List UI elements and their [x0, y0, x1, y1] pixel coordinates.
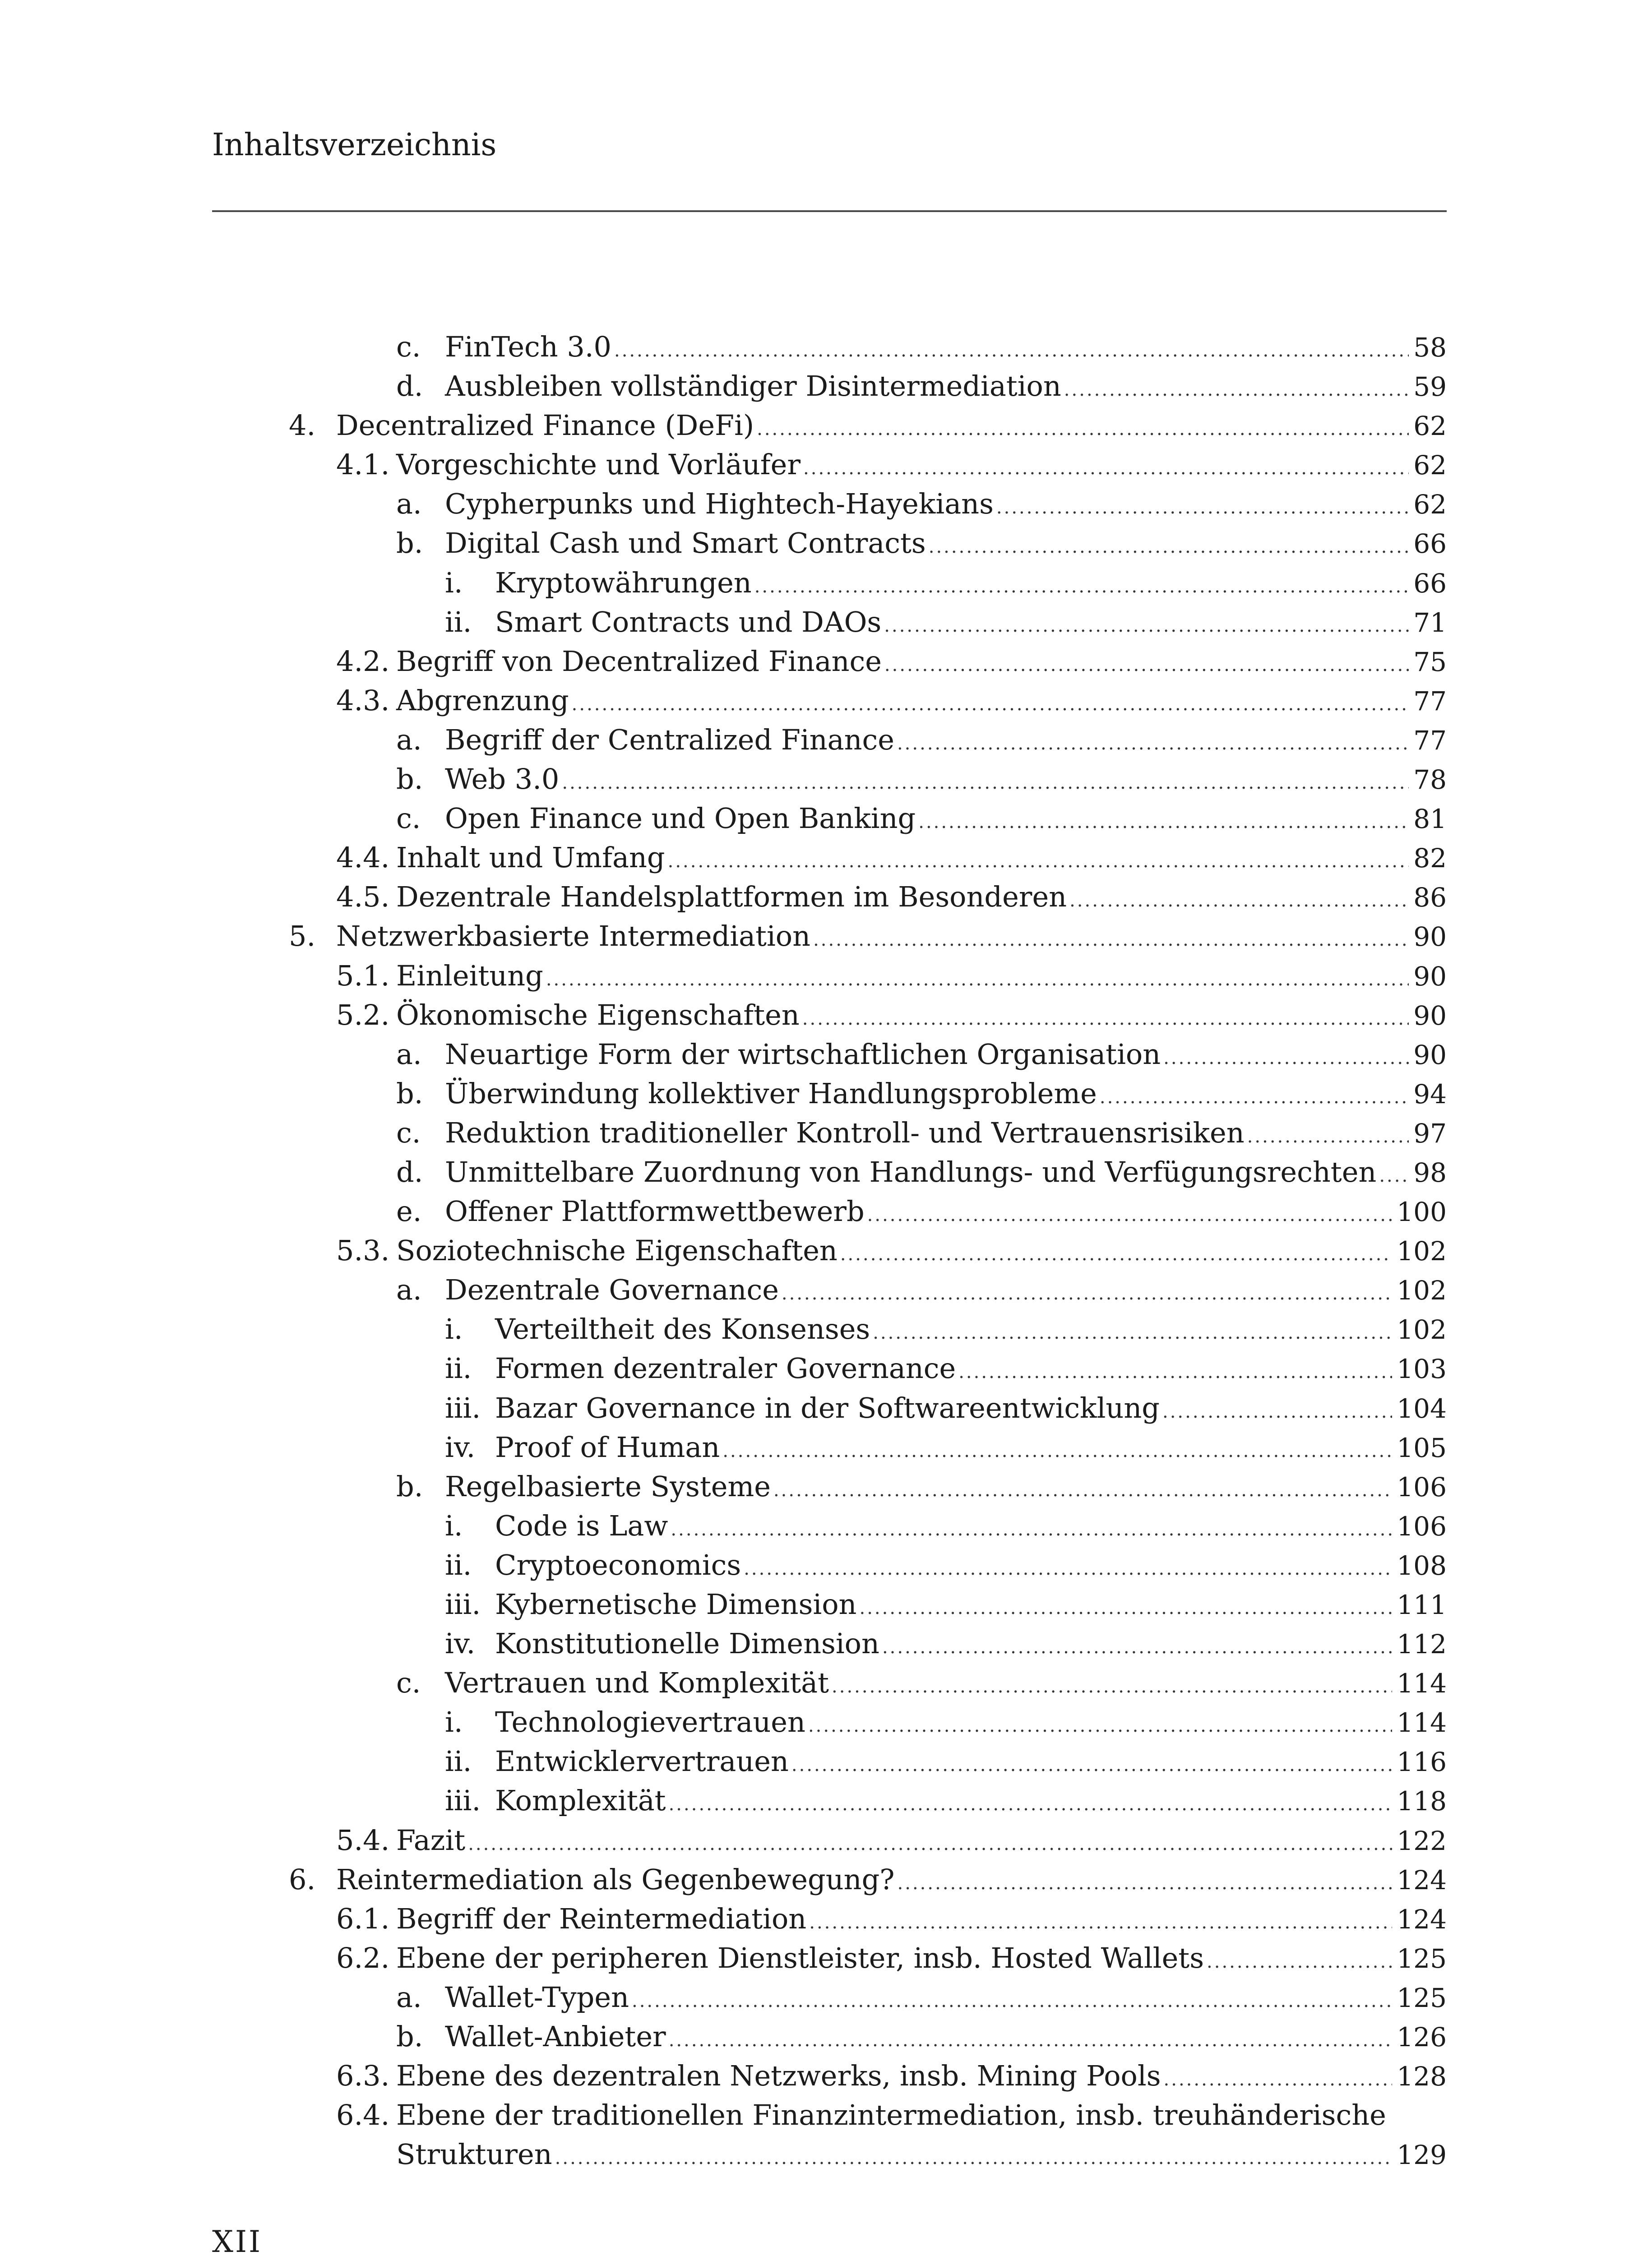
toc-entry-line [396, 681, 1447, 724]
toc-entry-line [396, 838, 1447, 881]
toc-entry [0, 2017, 1652, 2056]
toc-entry-page: 114 [1397, 1668, 1447, 1699]
toc-entry-title: Open Finance und Open Banking [445, 802, 916, 835]
toc-entry-page: 97 [1413, 1118, 1447, 1149]
toc-entry [0, 956, 1652, 995]
toc-entry-title: Regelbasierte Systeme [445, 1470, 771, 1503]
toc-entry-page: 104 [1397, 1393, 1447, 1424]
dot-leader [468, 1825, 1392, 1864]
dot-leader [867, 1196, 1393, 1235]
toc-entry-title: Ausbleiben vollständiger Disintermediation [445, 370, 1061, 403]
toc-entry [0, 1978, 1652, 2017]
toc-entry-title: Cryptoeconomics [495, 1548, 741, 1581]
dot-leader [897, 724, 1409, 763]
toc-entry [0, 563, 1652, 602]
dot-leader [882, 1628, 1392, 1667]
toc-entry [0, 1624, 1652, 1663]
toc-entry-number: b. [396, 763, 423, 796]
dot-leader [668, 842, 1409, 881]
toc-entry-page: 126 [1397, 2022, 1447, 2053]
dot-leader [555, 2139, 1393, 2178]
toc-entry-line [396, 995, 1447, 1039]
toc-entry-page: 124 [1397, 1904, 1447, 1935]
toc-entry-page: 114 [1397, 1707, 1447, 1738]
toc-entry-title: Ökonomische Eigenschaften [396, 998, 800, 1031]
toc-entry [0, 1467, 1652, 1506]
toc-entry-title: Begriff der Centralized Finance [445, 723, 894, 756]
toc-entry-title: Reduktion traditioneller Kontroll- und Vertrauensrisiken [445, 1116, 1245, 1149]
toc-entry-page: 75 [1413, 646, 1447, 677]
toc-entry-number: 6. [289, 1863, 316, 1896]
toc-entry-number: 4.2. [336, 644, 390, 678]
toc-entry-title: Digital Cash und Smart Contracts [445, 527, 926, 560]
toc-entry-line [495, 1545, 1447, 1589]
toc-entry-title: Komplexität [495, 1784, 666, 1817]
toc-entry [0, 366, 1652, 406]
toc-entry-title: Web 3.0 [445, 763, 560, 796]
toc-entry [0, 1938, 1652, 1978]
toc-entry-number: a. [396, 1980, 422, 2014]
toc-entry-line [495, 1309, 1447, 1353]
toc-entry-title: Decentralized Finance (DeFi) [336, 409, 754, 442]
toc-entry-page: 102 [1397, 1275, 1447, 1306]
toc-entry-page: 102 [1397, 1314, 1447, 1345]
toc-entry-title: Kryptowährungen [495, 566, 752, 599]
toc-entry-number: a. [396, 1037, 422, 1071]
dot-leader [1164, 2060, 1393, 2099]
toc-entry-line [495, 1506, 1447, 1549]
toc-entry-page: 116 [1397, 1747, 1447, 1778]
toc-entry-page: 98 [1413, 1157, 1447, 1188]
toc-entry-number: 4.3. [336, 684, 390, 717]
dot-leader [669, 1785, 1393, 1824]
toc-entry-title: Begriff der Reintermediation [396, 1902, 807, 1935]
toc-entry [0, 720, 1652, 759]
toc-entry-number: i. [445, 566, 463, 599]
dot-leader [782, 1274, 1392, 1313]
dot-leader [809, 1903, 1392, 1942]
toc-entry-title: Offener Plattformwettbewerb [445, 1195, 865, 1228]
toc-entry-number: 5. [289, 920, 316, 953]
toc-entry-page: 129 [1397, 2140, 1447, 2171]
toc-entry [0, 2095, 1652, 2135]
toc-entry-line [396, 2135, 1447, 2178]
toc-entry-title: Ebene der peripheren Dienstleister, insb. Hosted Wallets [396, 1941, 1204, 1974]
toc-entry-page: 106 [1397, 1511, 1447, 1542]
toc-entry-title: Proof of Human [495, 1430, 720, 1464]
toc-entry [0, 995, 1652, 1035]
dot-leader [813, 920, 1409, 960]
toc-entry-line [445, 1074, 1447, 1117]
toc-entry-title: Technologievertrauen [495, 1706, 805, 1739]
toc-entry-line [445, 799, 1447, 842]
toc-entry-title: Cypherpunks und Hightech-Hayekians [445, 487, 994, 521]
toc-entry-title: Kybernetische Dimension [495, 1588, 857, 1621]
toc-entry [0, 1035, 1652, 1074]
page-number: XII [212, 2224, 263, 2256]
toc-entry-page: 108 [1397, 1550, 1447, 1581]
toc-entry [0, 1192, 1652, 1231]
toc-entry-page: 59 [1413, 371, 1447, 402]
toc-entry-page: 71 [1413, 607, 1447, 638]
toc-entry-line [396, 1231, 1447, 1274]
toc-entry-page: 122 [1397, 1825, 1447, 1856]
toc-entry-number: a. [396, 1273, 422, 1307]
toc-entry-title: Verteiltheit des Konsenses [495, 1313, 870, 1346]
dot-leader [632, 1982, 1392, 2021]
toc-entry-title: Smart Contracts und DAOs [495, 605, 882, 638]
toc-entry [0, 799, 1652, 838]
dot-leader [996, 488, 1409, 527]
toc-entry-line [445, 327, 1447, 370]
dot-leader [918, 803, 1409, 842]
toc-entry-title: Bazar Governance in der Softwareentwicklung [495, 1391, 1160, 1424]
toc-entry-line [336, 916, 1447, 960]
toc-entry-line [396, 445, 1447, 488]
toc-entry-number: d. [396, 370, 423, 403]
toc-entry-number: 6.1. [336, 1902, 390, 1935]
toc-entry-title: Einleitung [396, 959, 543, 992]
dot-leader [572, 685, 1409, 724]
toc-entry-line [396, 642, 1447, 685]
toc-entry-number: c. [396, 1666, 421, 1700]
toc-entry-line [445, 1978, 1447, 2021]
toc-entry-number: iv. [445, 1430, 476, 1464]
toc-entry-title: FinTech 3.0 [445, 330, 611, 363]
toc-entry-page: 58 [1413, 332, 1447, 363]
toc-entry-number: e. [396, 1195, 422, 1228]
dot-leader [546, 960, 1409, 999]
toc-entry [0, 916, 1652, 956]
toc-entry [0, 1585, 1652, 1624]
toc-entry-page: 90 [1413, 961, 1447, 992]
toc-entry-title: Inhalt und Umfang [396, 841, 665, 874]
toc-entry-line [495, 1585, 1447, 1628]
toc-entry [0, 1309, 1652, 1349]
toc-entry-line [445, 1467, 1447, 1510]
toc-entry-number: b. [396, 2020, 423, 2053]
toc-entry-page: 128 [1397, 2061, 1447, 2092]
toc-entry [0, 1506, 1652, 1545]
toc-entry-line [336, 1860, 1447, 1903]
toc-entry [0, 838, 1652, 877]
toc-entry-line [495, 1781, 1447, 1824]
toc-entry [0, 2056, 1652, 2095]
toc-entry-page: 77 [1413, 725, 1447, 756]
toc-entry-number: 5.3. [336, 1234, 390, 1267]
toc-entry-title: Netzwerkbasierte Intermediation [336, 920, 811, 953]
dot-leader [722, 1432, 1392, 1471]
toc-entry-line [445, 2017, 1447, 2060]
toc-entry-page: 125 [1397, 1943, 1447, 1974]
toc-entry-title: Konstitutionelle Dimension [495, 1627, 879, 1660]
toc-entry-number: 6.2. [336, 1941, 390, 1974]
toc-entry-number: ii. [445, 1548, 472, 1581]
dot-leader [873, 1313, 1392, 1353]
toc-entry-number: a. [396, 723, 422, 756]
dot-leader [884, 606, 1409, 646]
toc-entry-title: Überwindung kollektiver Handlungsprobleme [445, 1077, 1097, 1110]
dot-leader [773, 1471, 1392, 1510]
toc-entry-page: 62 [1413, 489, 1447, 520]
toc-entry-number: i. [445, 1313, 463, 1346]
toc-entry-line [445, 484, 1447, 527]
toc-entry [0, 759, 1652, 799]
toc-entry-line [445, 523, 1447, 567]
dot-leader [671, 1510, 1392, 1549]
toc-entry [0, 1270, 1652, 1309]
toc-entry-line [396, 1821, 1447, 1864]
dot-leader [744, 1549, 1392, 1589]
toc-entry-page: 62 [1413, 411, 1447, 442]
toc-entry-line [445, 720, 1447, 763]
toc-entry-number: b. [396, 1470, 423, 1503]
dot-leader [1207, 1942, 1392, 1982]
toc-entry-line [396, 877, 1447, 920]
toc-entry [0, 1860, 1652, 1899]
toc-entry [0, 1899, 1652, 1938]
toc-entry-line [445, 1113, 1447, 1156]
toc-entry [0, 681, 1652, 720]
toc-entry-number: a. [396, 487, 422, 521]
toc-entry-number: ii. [445, 605, 472, 638]
dot-leader [754, 567, 1409, 606]
toc-entry-number: c. [396, 802, 421, 835]
dot-leader [802, 999, 1409, 1039]
toc-entry [0, 523, 1652, 563]
toc-entry-number: iii. [445, 1784, 481, 1817]
toc-entry [0, 1781, 1652, 1820]
toc-entry [0, 1349, 1652, 1388]
toc-entry-number: c. [396, 1116, 421, 1149]
toc-entry-line [445, 1035, 1447, 1078]
toc-entry-line [445, 1152, 1447, 1196]
toc-entry-line [495, 1624, 1447, 1667]
toc-entry-title: Formen dezentraler Governance [495, 1352, 956, 1385]
toc-entry-number: 4.1. [336, 448, 390, 481]
toc-entry-page: 118 [1397, 1786, 1447, 1817]
toc-entry-title: Entwicklervertrauen [495, 1745, 789, 1778]
dot-leader [1064, 370, 1409, 410]
dot-leader [1162, 1392, 1392, 1432]
toc-entry [0, 1152, 1652, 1192]
toc-entry-line [445, 1270, 1447, 1313]
toc-entry-title: Dezentrale Governance [445, 1273, 779, 1307]
toc-entry-title: Ebene des dezentralen Netzwerks, insb. Mining Pools [396, 2059, 1161, 2093]
toc-entry-page: 62 [1413, 450, 1447, 481]
toc-entry-title: Neuartige Form der wirtschaftlichen Organisation [445, 1037, 1161, 1071]
table-of-contents [0, 327, 1652, 2174]
toc-entry-line [396, 1938, 1447, 1982]
toc-entry-number: 5.1. [336, 959, 390, 992]
dot-leader [898, 1864, 1393, 1903]
header-rule [212, 210, 1447, 212]
toc-entry-page: 125 [1397, 1982, 1447, 2013]
toc-entry [0, 1113, 1652, 1152]
toc-entry-title: Ebene der traditionellen Finanzintermediation, insb. treuhänderische [396, 2099, 1386, 2132]
toc-entry-page: 112 [1397, 1629, 1447, 1660]
toc-entry-number: 4. [289, 409, 316, 442]
toc-entry-page: 81 [1413, 804, 1447, 835]
toc-entry-line [495, 1702, 1447, 1746]
dot-leader [1379, 1156, 1409, 1196]
toc-entry-page: 77 [1413, 685, 1447, 717]
toc-entry [0, 642, 1652, 681]
dot-leader [1163, 1039, 1409, 1078]
toc-entry-number: 4.4. [336, 841, 390, 874]
toc-entry-title: Vertrauen und Komplexität [445, 1666, 829, 1700]
toc-entry [0, 877, 1652, 916]
toc-entry-number: i. [445, 1509, 463, 1542]
toc-entry-line [495, 1388, 1447, 1432]
toc-entry-page: 78 [1413, 764, 1447, 795]
toc-entry-number: 5.4. [336, 1823, 390, 1857]
toc-entry [0, 406, 1652, 445]
toc-entry-title: Abgrenzung [396, 684, 569, 717]
toc-entry-number: 4.5. [336, 880, 390, 914]
toc-entry-number: 6.4. [336, 2099, 390, 2132]
toc-entry [0, 1821, 1652, 1860]
toc-entry-page: 82 [1413, 843, 1447, 874]
toc-entry [0, 484, 1652, 523]
toc-entry [0, 1388, 1652, 1428]
toc-entry-title: Reintermediation als Gegenbewegung? [336, 1863, 895, 1896]
dot-leader [614, 331, 1409, 370]
toc-entry-number: b. [396, 1077, 423, 1110]
toc-entry-page: 124 [1397, 1864, 1447, 1895]
toc-entry-page: 66 [1413, 568, 1447, 599]
toc-entry-line [495, 602, 1447, 646]
toc-entry-page: 102 [1397, 1236, 1447, 1267]
toc-entry [0, 1702, 1652, 1742]
toc-entry [0, 1663, 1652, 1702]
toc-entry [0, 1742, 1652, 1781]
toc-entry [0, 602, 1652, 642]
dot-leader [929, 527, 1409, 567]
toc-entry-line [495, 1349, 1447, 1392]
toc-entry-title: Code is Law [495, 1509, 668, 1542]
dot-leader [884, 646, 1409, 685]
toc-entry-number: iv. [445, 1627, 476, 1660]
toc-entry-page: 105 [1397, 1432, 1447, 1463]
toc-entry-page: 90 [1413, 1039, 1447, 1070]
toc-entry-line [445, 759, 1447, 803]
dot-leader [803, 449, 1409, 488]
toc-entry [0, 327, 1652, 366]
toc-entry-page: 86 [1413, 882, 1447, 913]
dot-leader [832, 1667, 1392, 1706]
toc-entry-page: 94 [1413, 1078, 1447, 1110]
dot-leader [1100, 1078, 1409, 1117]
dot-leader [958, 1353, 1392, 1392]
toc-entry-title: Soziotechnische Eigenschaften [396, 1234, 838, 1267]
toc-entry-number: c. [396, 330, 421, 363]
toc-entry-title: Unmittelbare Zuordnung von Handlungs- und Verfügungsrechten [445, 1155, 1377, 1188]
toc-entry-number: b. [396, 527, 423, 560]
dot-leader [757, 410, 1409, 449]
toc-entry-line [445, 1663, 1447, 1706]
dot-leader [808, 1706, 1392, 1746]
toc-entry-number: iii. [445, 1588, 481, 1621]
toc-entry-page: 111 [1397, 1590, 1447, 1620]
toc-entry-number: ii. [445, 1352, 472, 1385]
toc-entry-line [495, 1742, 1447, 1785]
toc-entry-number: iii. [445, 1391, 481, 1424]
toc-entry-page: 90 [1413, 921, 1447, 952]
toc-entry-line [495, 1428, 1447, 1471]
toc-entry-page: 103 [1397, 1354, 1447, 1385]
toc-entry [0, 1428, 1652, 1467]
toc-entry-page: 90 [1413, 1000, 1447, 1031]
toc-entry [0, 445, 1652, 484]
dot-leader [1247, 1117, 1409, 1156]
toc-entry-number: 5.2. [336, 998, 390, 1031]
toc-entry [0, 1231, 1652, 1270]
toc-entry-title: Fazit [396, 1823, 466, 1857]
dot-leader [669, 2021, 1393, 2060]
running-head: Inhaltsverzeichnis [212, 127, 497, 163]
toc-entry-title: Strukturen [396, 2138, 552, 2171]
toc-entry-line [495, 563, 1447, 606]
toc-entry-number: 6.3. [336, 2059, 390, 2093]
toc-entry-line [396, 956, 1447, 999]
dot-leader [860, 1589, 1393, 1628]
toc-entry [0, 1074, 1652, 1113]
dot-leader [791, 1746, 1392, 1785]
toc-entry-line [336, 406, 1447, 449]
toc-entry-line [396, 1899, 1447, 1942]
toc-entry-page: 100 [1397, 1197, 1447, 1228]
toc-entry-number: d. [396, 1155, 423, 1188]
toc-entry-page: 66 [1413, 528, 1447, 559]
dot-leader [840, 1235, 1392, 1274]
toc-entry-title: Vorgeschichte und Vorläufer [396, 448, 801, 481]
toc-entry-title: Begriff von Decentralized Finance [396, 644, 882, 678]
toc-entry-page: 106 [1397, 1471, 1447, 1502]
toc-entry-line [445, 1192, 1447, 1235]
dot-leader [1069, 881, 1409, 920]
toc-entry-title: Dezentrale Handelsplattformen im Besonderen [396, 880, 1067, 914]
toc-entry-number: i. [445, 1706, 463, 1739]
toc-entry-number: ii. [445, 1745, 472, 1778]
dot-leader [562, 763, 1409, 803]
toc-entry-line [445, 366, 1447, 410]
toc-entry [0, 2135, 1652, 2174]
toc-entry [0, 1545, 1652, 1585]
toc-entry-line [396, 2056, 1447, 2099]
toc-entry-title: Wallet-Typen [445, 1980, 629, 2014]
toc-entry-title: Wallet-Anbieter [445, 2020, 666, 2053]
